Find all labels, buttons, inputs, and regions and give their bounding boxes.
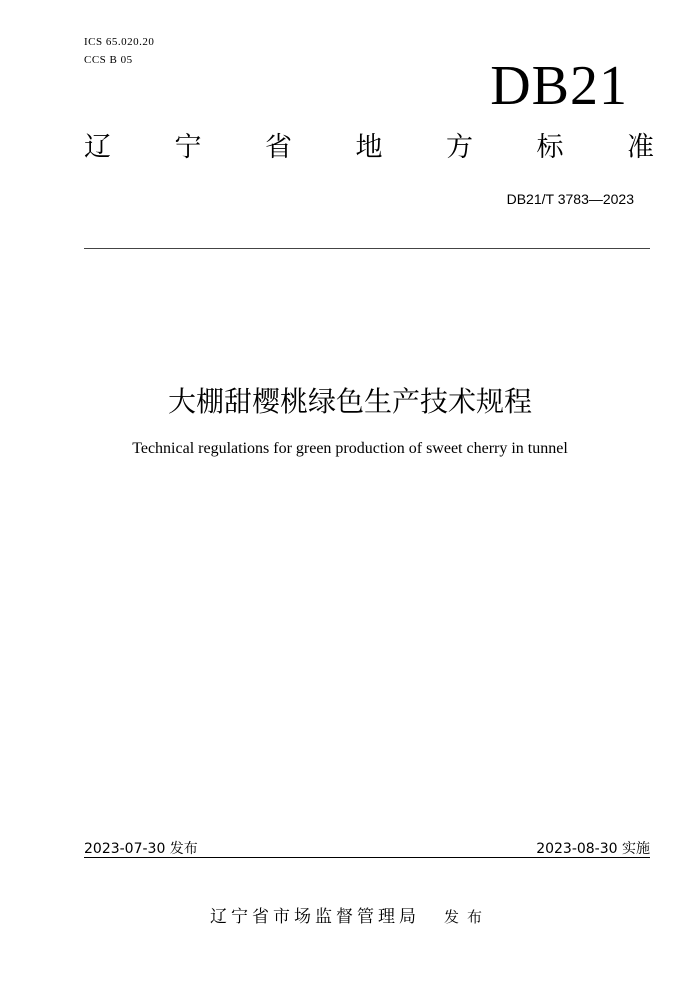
standard-type-char: 地 — [355, 132, 383, 163]
standard-type-heading — [84, 134, 654, 161]
standard-type-char: 宁 — [174, 132, 202, 163]
standard-type-char: 方 — [446, 132, 473, 163]
issuer-name: 辽宁省市场监督管理局 — [209, 907, 420, 927]
issuer-line — [0, 902, 700, 927]
standard-type-char: 标 — [536, 132, 564, 163]
issuer-action: 发布 — [443, 908, 490, 926]
top-divider — [84, 248, 650, 249]
standard-code-logo: DB21 — [490, 55, 628, 117]
standard-type-char: 准 — [627, 132, 654, 163]
standard-type-char: 辽 — [84, 132, 111, 163]
title-english: Technical regulations for green production of sweet cherry in tunnel — [132, 440, 568, 457]
effective-date: 2023-08-30 实施 — [536, 841, 650, 857]
standard-number: DB21/T 3783—2023 — [506, 191, 634, 207]
title-chinese: 大棚甜樱桃绿色生产技术规程 — [167, 385, 532, 418]
ics-code: ICS 65.020.20 — [84, 36, 155, 48]
bottom-divider — [84, 857, 650, 858]
standard-type-char: 省 — [265, 132, 292, 163]
ccs-code: CCS B 05 — [84, 54, 133, 66]
publish-date: 2023-07-30 发布 — [84, 841, 198, 857]
